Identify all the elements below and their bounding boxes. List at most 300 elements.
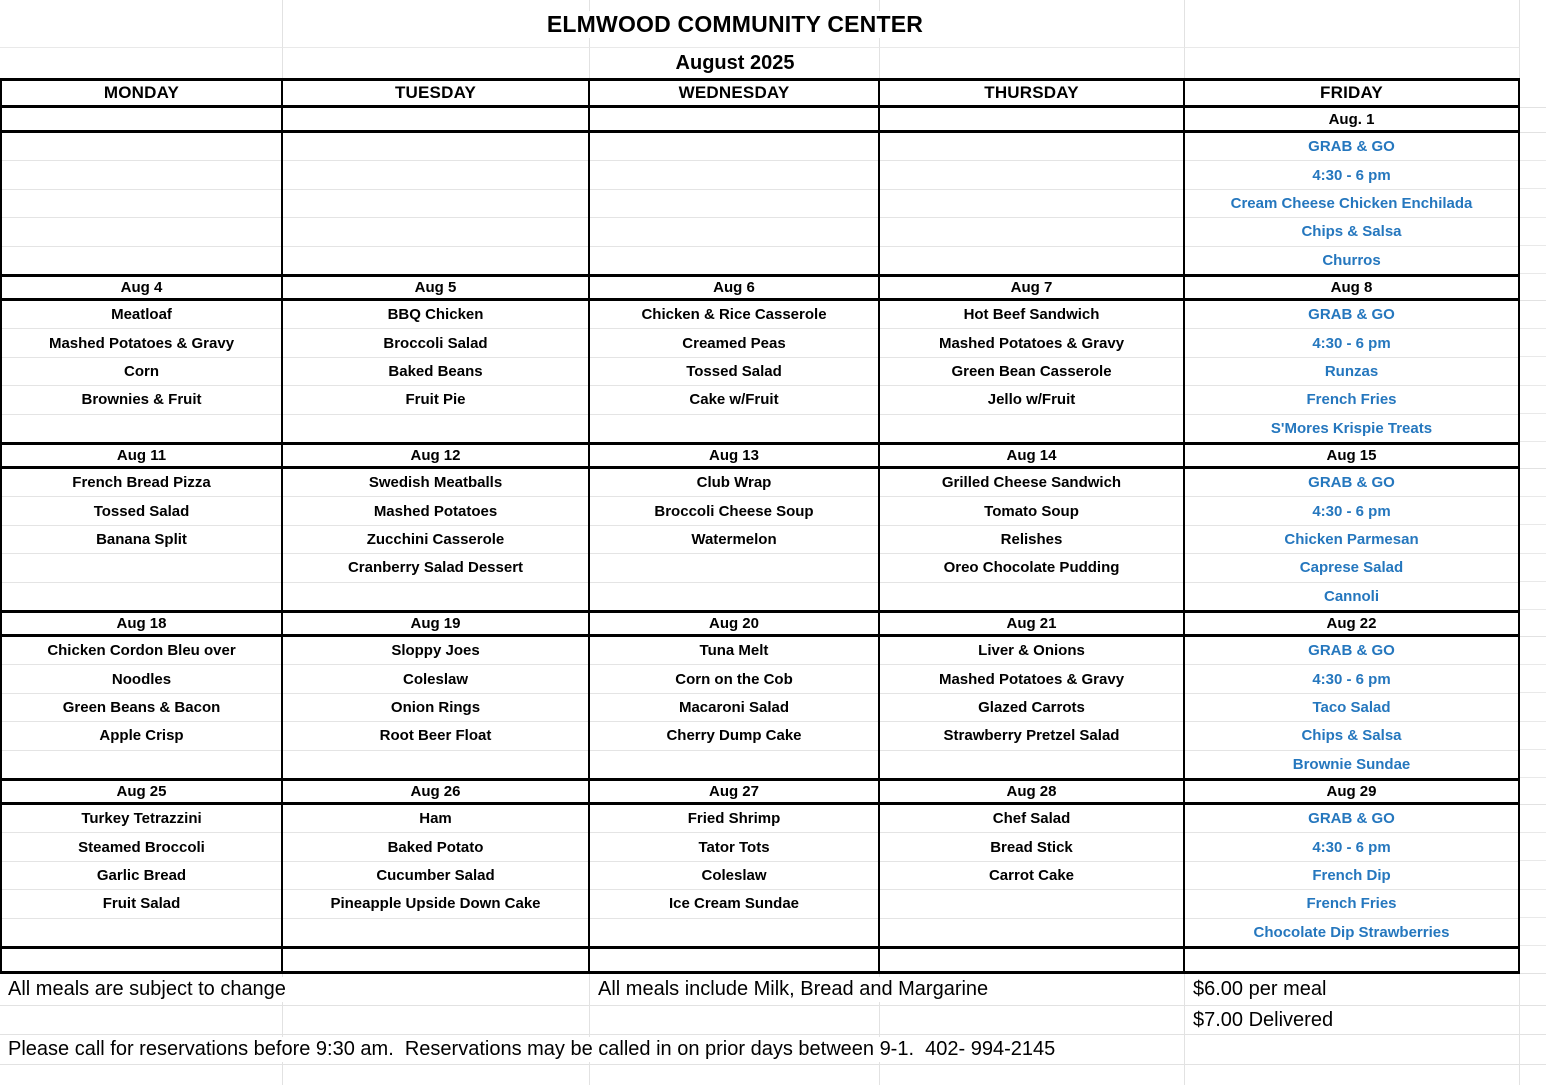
menu-slot [590,247,878,274]
date-cell [0,108,283,133]
day-header-thursday: THURSDAY [880,78,1185,108]
menu-cell [283,301,590,442]
menu-item: Ice Cream Sundae [668,895,800,913]
date-cell [880,108,1185,133]
menu-slot [590,665,878,693]
menu-slot [283,133,588,161]
date-cell: Aug 25 [0,778,283,805]
menu-slot [590,301,878,329]
grid-stub-row [1520,161,1546,189]
date-cell: Aug 19 [283,610,590,637]
menu-slot [283,583,588,610]
date-cell: Aug 14 [880,442,1185,469]
menu-slot [2,190,281,218]
menu-item: Noodles [111,670,172,688]
menu-item: Chicken Cordon Bleu over [47,642,236,660]
menu-slot [283,358,588,386]
menu-slot [880,133,1183,161]
menu-item: Bread Stick [990,838,1073,856]
menu-slot [283,890,588,918]
date-cell: Aug 28 [880,778,1185,805]
grid-stub-row [1520,805,1546,833]
menu-slot [880,805,1183,833]
menu-slot [2,469,281,497]
date-cell: Aug 5 [283,274,590,301]
date-cell: Aug 8 [1185,274,1520,301]
menu-item: Meatloaf [111,306,172,324]
menu-item: Club Wrap [696,474,772,492]
day-header-row [0,78,1546,108]
menu-item: Relishes [1000,531,1063,549]
menu-cell [1185,133,1520,274]
menu-item: Green Beans & Bacon [62,699,221,717]
menu-item: Root Beer Float [379,727,492,745]
grid-stub-row [1520,722,1546,750]
menu-item: Apple Crisp [99,727,184,745]
grid-stub-row [1520,918,1546,946]
menu-slot [1185,637,1518,665]
menu-item: Chocolate Dip Strawberries [1253,923,1450,941]
menu-slot [590,497,878,525]
price-per-meal: $6.00 per meal [1185,977,1330,1002]
date-cell [283,108,590,133]
menu-item: Macaroni Salad [678,699,790,717]
menu-slot [2,386,281,414]
subtitle-row [0,48,1546,78]
menu-slot [880,218,1183,246]
menu-slot [283,218,588,246]
menu-slot [1185,722,1518,750]
menu-cell [590,637,880,778]
menu-slot [283,862,588,890]
menu-slot [880,329,1183,357]
day-header-monday: MONDAY [0,78,283,108]
menu-slot [283,526,588,554]
menu-slot [590,862,878,890]
menu-item: Brownie Sundae [1292,755,1411,773]
grid-stub-row [1520,301,1546,329]
menu-slot [1185,247,1518,274]
week-date-row [0,442,1546,469]
menu-cell [590,805,880,946]
menu-item: Turkey Tetrazzini [81,810,202,828]
menu-slot [590,722,878,750]
menu-slot [880,190,1183,218]
menu-cell [1185,469,1520,610]
menu-cell [283,805,590,946]
grid-stub-row [1520,637,1546,665]
menu-cell [590,469,880,610]
menu-item: Cucumber Salad [376,867,495,885]
menu-slot [1185,805,1518,833]
menu-slot [283,833,588,861]
grid-stub [1520,778,1546,805]
menu-slot [880,665,1183,693]
title-row [0,0,1546,48]
date-cell: Aug 26 [283,778,590,805]
menu-slot [2,329,281,357]
date-cell: Aug 20 [590,610,880,637]
menu-item: Swedish Meatballs [368,474,503,492]
menu-slot [590,190,878,218]
menu-slot [880,583,1183,610]
menu-slot [283,329,588,357]
menu-item: BBQ Chicken [387,306,484,324]
menu-item: Mashed Potatoes & Gravy [938,670,1125,688]
menu-cell [283,469,590,610]
grid-stub [1520,469,1546,610]
menu-slot [1185,665,1518,693]
menu-slot [880,161,1183,189]
menu-item: Mashed Potatoes & Gravy [48,334,235,352]
menu-slot [283,469,588,497]
menu-cell [1185,637,1520,778]
menu-cell [0,469,283,610]
menu-slot [590,833,878,861]
week-date-row [0,108,1546,133]
date-cell: Aug 7 [880,274,1185,301]
week-date-row [0,778,1546,805]
menu-slot [1185,751,1518,778]
menu-slot [1185,833,1518,861]
menu-slot [1185,415,1518,442]
menu-slot [880,247,1183,274]
menu-slot [2,665,281,693]
menu-slot [590,554,878,582]
menu-cell [880,805,1185,946]
grid-stub-row [1520,582,1546,610]
date-cell: Aug 21 [880,610,1185,637]
menu-item: Tossed Salad [93,502,190,520]
menu-cell [1185,301,1520,442]
footer-row-4 [0,1065,1546,1085]
menu-slot [2,890,281,918]
menu-slot [283,415,588,442]
menu-item: S'Mores Krispie Treats [1270,419,1433,437]
date-cell: Aug 29 [1185,778,1520,805]
menu-slot [880,637,1183,665]
menu-slot [2,919,281,946]
grid-stub [1520,610,1546,637]
menu-slot [880,751,1183,778]
menu-item: Carrot Cake [988,867,1075,885]
menu-item: Cannoli [1324,587,1379,605]
menu-item: GRAB & GO [1308,306,1395,324]
week-menu-row [0,805,1546,946]
day-header-friday: FRIDAY [1185,78,1520,108]
menu-slot [880,862,1183,890]
grid-stub-row [1520,833,1546,861]
menu-slot [880,554,1183,582]
menu-slot [2,805,281,833]
menu-item: Ham [419,810,452,828]
grid-stub [1520,805,1546,946]
menu-item: Liver & Onions [978,642,1085,660]
menu-slot [2,583,281,610]
menu-slot [880,415,1183,442]
menu-slot [1185,133,1518,161]
menu-item: Mashed Potatoes [373,502,498,520]
date-cell: Aug 18 [0,610,283,637]
menu-slot [2,554,281,582]
menu-slot [283,805,588,833]
menu-item: Coleslaw [402,670,469,688]
menu-slot [283,722,588,750]
menu-item: Pineapple Upside Down Cake [330,895,541,913]
month-title: August 2025 [664,52,807,75]
date-cell [590,108,880,133]
menu-slot [590,637,878,665]
menu-cell [283,133,590,274]
grid-stub-row [1520,329,1546,357]
menu-slot [880,919,1183,946]
menu-cell [590,301,880,442]
menu-slot [590,329,878,357]
menu-slot [1185,190,1518,218]
grid-stub-row [1520,246,1546,274]
menu-item: Steamed Broccoli [78,838,205,856]
menu-cell [1185,805,1520,946]
menu-slot [2,161,281,189]
menu-item: Taco Salad [1312,699,1391,717]
menu-slot [1185,329,1518,357]
grid-stub [1520,274,1546,301]
menu-item: Baked Potato [387,838,484,856]
grid-stub-row [1520,133,1546,161]
grid-stub-row [1520,497,1546,525]
menu-item: Strawberry Pretzel Salad [943,727,1120,745]
menu-item: Caprese Salad [1299,559,1404,577]
menu-item: 4:30 - 6 pm [1312,502,1391,520]
menu-item: Chips & Salsa [1301,223,1402,241]
menu-slot [2,722,281,750]
menu-item: Corn on the Cob [675,670,793,688]
menu-slot [283,637,588,665]
menu-item: Cherry Dump Cake [666,727,802,745]
meals-change-note: All meals are subject to change [0,977,290,1002]
menu-slot [1185,386,1518,414]
menu-slot [590,218,878,246]
date-cell: Aug 11 [0,442,283,469]
menu-slot [880,301,1183,329]
menu-slot [2,358,281,386]
menu-item: Cream Cheese Chicken Enchilada [1230,195,1473,213]
menu-slot [590,694,878,722]
menu-slot [1185,554,1518,582]
menu-item: GRAB & GO [1308,474,1395,492]
menu-slot [590,919,878,946]
menu-slot [1185,583,1518,610]
footer-row-2 [0,1006,1546,1035]
menu-slot [1185,469,1518,497]
menu-slot [2,133,281,161]
menu-slot [1185,301,1518,329]
grid-stub-row [1520,469,1546,497]
menu-item: 4:30 - 6 pm [1312,166,1391,184]
menu-item: GRAB & GO [1308,810,1395,828]
grid-stub [1520,78,1546,108]
menu-cell [590,133,880,274]
menu-slot [590,161,878,189]
menu-item: Oreo Chocolate Pudding [943,559,1120,577]
menu-slot [2,833,281,861]
menu-item: French Fries [1306,895,1397,913]
menu-slot [880,833,1183,861]
menu-slot [1185,694,1518,722]
grid-stub-row [1520,525,1546,553]
date-cell: Aug 4 [0,274,283,301]
menu-item: Broccoli Cheese Soup [654,502,814,520]
grid-stub [1520,108,1546,133]
menu-item: French Bread Pizza [72,474,211,492]
reservation-note: Please call for reservations before 9:30 am. Reservations may be called in on prior days between 9-1. 402- 994-2145 [0,1037,1059,1062]
grid-stub-row [1520,861,1546,889]
menu-item: French Dip [1312,867,1391,885]
grid-stub-row [1520,189,1546,217]
menu-item: Grilled Cheese Sandwich [941,474,1122,492]
menu-item: Broccoli Salad [383,334,488,352]
menu-slot [880,890,1183,918]
menu-item: Cranberry Salad Dessert [347,559,524,577]
menu-item: Runzas [1324,363,1379,381]
menu-slot [283,919,588,946]
menu-slot [283,751,588,778]
menu-slot [590,890,878,918]
menu-slot [1185,919,1518,946]
grid-stub-row [1520,357,1546,385]
empty-row [0,946,1546,974]
menu-item: Chips & Salsa [1301,727,1402,745]
page-title: ELMWOOD COMMUNITY CENTER [535,11,935,38]
week-date-row [0,610,1546,637]
menu-slot [283,247,588,274]
menu-item: Jello w/Fruit [987,391,1076,409]
menu-item: Churros [1322,251,1381,269]
menu-item: Corn [124,363,159,381]
menu-slot [590,358,878,386]
menu-slot [880,694,1183,722]
date-cell: Aug 22 [1185,610,1520,637]
menu-item: Green Bean Casserole [951,363,1112,381]
menu-slot [2,247,281,274]
grid-stub [1520,133,1546,274]
week-menu-row [0,637,1546,778]
menu-slot [1185,890,1518,918]
grid-stub-row [1520,386,1546,414]
menu-item: GRAB & GO [1308,642,1395,660]
menu-slot [880,497,1183,525]
menu-cell [0,637,283,778]
menu-slot [590,526,878,554]
menu-item: Baked Beans [388,363,483,381]
menu-slot [590,751,878,778]
day-header-wednesday: WEDNESDAY [590,78,880,108]
menu-item: French Fries [1306,391,1397,409]
menu-cell [0,301,283,442]
menu-slot [283,497,588,525]
menu-item: Zucchini Casserole [366,531,505,549]
menu-item: Garlic Bread [96,867,187,885]
menu-slot [2,497,281,525]
menu-item: Chef Salad [992,810,1071,828]
price-delivered: $7.00 Delivered [1185,1008,1337,1033]
menu-slot [590,805,878,833]
menu-item: Coleslaw [701,867,767,885]
menu-slot [2,415,281,442]
menu-slot [283,554,588,582]
footer-row-3 [0,1035,1546,1065]
menu-slot [880,386,1183,414]
meals-include-note: All meals include Milk, Bread and Margarine [590,977,992,1002]
grid-stub-row [1520,218,1546,246]
menu-item: Fruit Salad [102,895,181,913]
menu-slot [1185,358,1518,386]
menu-slot [880,526,1183,554]
menu-slot [2,862,281,890]
menu-slot [2,694,281,722]
menu-item: Cake w/Fruit [689,391,779,409]
menu-slot [880,722,1183,750]
menu-item: Fried Shrimp [687,810,781,828]
grid-stub-row [1520,693,1546,721]
menu-item: Brownies & Fruit [81,391,202,409]
menu-slot [880,469,1183,497]
menu-item: Fruit Pie [405,391,466,409]
week-date-row [0,274,1546,301]
menu-item: Chicken Parmesan [1284,531,1419,549]
calendar-weeks [0,108,1546,946]
menu-slot [590,133,878,161]
week-menu-row [0,133,1546,274]
date-cell: Aug 12 [283,442,590,469]
menu-slot [283,301,588,329]
menu-item: Glazed Carrots [978,699,1085,717]
menu-slot [590,469,878,497]
menu-slot [2,751,281,778]
week-menu-row [0,469,1546,610]
menu-cell [880,637,1185,778]
day-header-tuesday: TUESDAY [283,78,590,108]
menu-slot [283,190,588,218]
menu-slot [2,637,281,665]
menu-item: Tator Tots [698,838,770,856]
menu-slot [1185,526,1518,554]
grid-stub [1520,637,1546,778]
menu-cell [880,301,1185,442]
menu-item: Hot Beef Sandwich [963,306,1100,324]
menu-item: Tomato Soup [984,502,1079,520]
menu-item: Onion Rings [390,699,481,717]
menu-cell [0,805,283,946]
grid-stub-row [1520,890,1546,918]
menu-slot [1185,161,1518,189]
date-cell: Aug. 1 [1185,108,1520,133]
grid-stub [1520,301,1546,442]
menu-cell [283,637,590,778]
menu-item: Creamed Peas [682,334,786,352]
footer-row-1 [0,974,1546,1006]
menu-slot [880,358,1183,386]
menu-slot [1185,497,1518,525]
grid-stub-row [1520,554,1546,582]
date-cell: Aug 6 [590,274,880,301]
menu-item: Watermelon [691,531,777,549]
menu-cell [880,469,1185,610]
date-cell: Aug 27 [590,778,880,805]
grid-stub-row [1520,750,1546,778]
menu-item: 4:30 - 6 pm [1312,838,1391,856]
menu-slot [2,218,281,246]
